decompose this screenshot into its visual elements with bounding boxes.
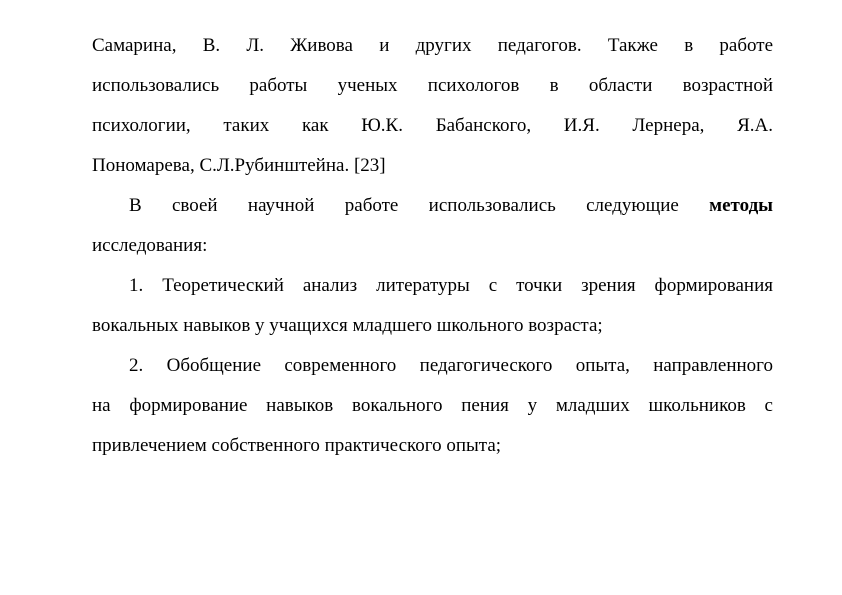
paragraph-1-line-4: Пономарева, С.Л.Рубинштейна. [23] [92,155,386,176]
list-item-1-line-2: вокальных навыков у учащихся младшего школьного возраста; [92,315,603,336]
paragraph-1-line-1: Самарина, В. Л. Живова и других педагогов. Также в работе [92,35,773,56]
paragraph-2-line-2: исследования: [92,235,208,256]
list-item-2-line-2: на формирование навыков вокального пения у младших школьников с [92,395,773,416]
paragraph-1-line-3: психологии, таких как Ю.К. Бабанского, И.Я. Лернера, Я.А. [92,115,773,136]
document-body [92,26,773,466]
list-item-2-line-1: 2. Обобщение современного педагогического опыта, направленного [129,355,773,376]
paragraph-1-line-2: использовались работы ученых психологов в области возрастной [92,75,773,96]
methods-intro-text: В своей научной работе использовались следующие [129,195,679,216]
list-item-2-line-3: привлечением собственного практического опыта; [92,435,502,456]
list-item-1-line-1: 1. Теоретический анализ литературы с точки зрения формирования [129,275,773,296]
methods-bold-term: методы [709,195,774,216]
paragraph-2-line-1 [92,186,773,226]
